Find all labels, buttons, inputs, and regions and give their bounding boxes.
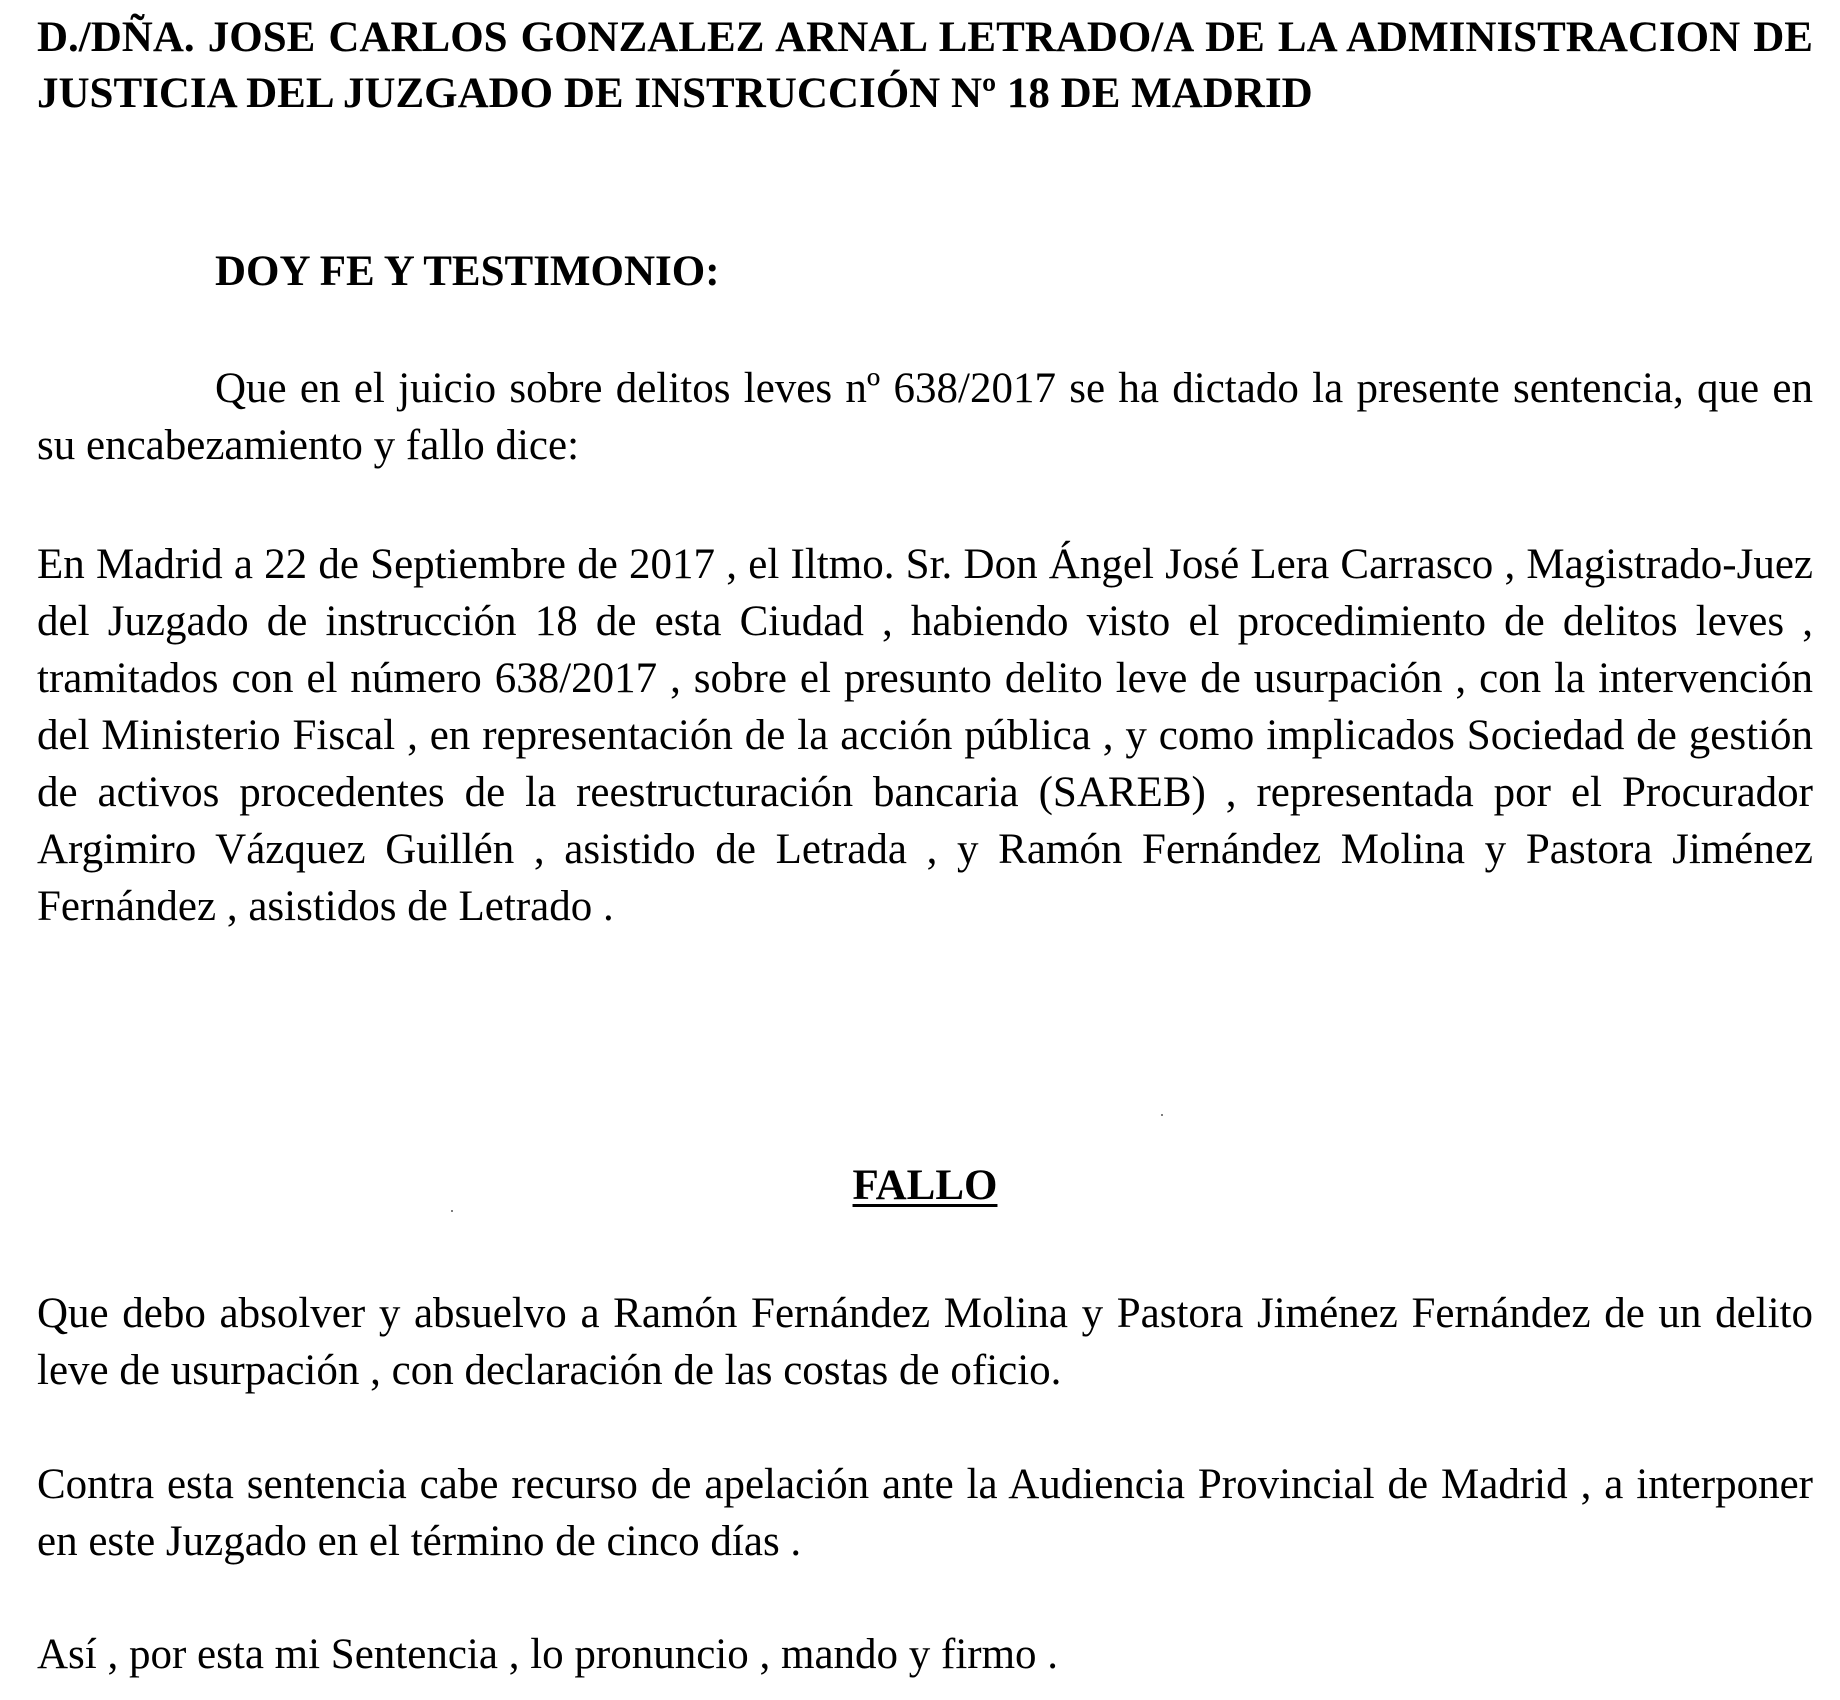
ruling-title: FALLO — [852, 1162, 998, 1209]
intro-paragraph: Que en el juicio sobre delitos leves nº 638/2017 se ha dictado la presente sentencia, que en su encabezamiento y fallo dice: — [37, 365, 1813, 469]
ruling-paragraph-acquittal: Que debo absolver y absuelvo a Ramón Fernández Molina y Pastora Jiménez Fernández de un delito leve de usurpación , con declaración de las costas de oficio. — [37, 1290, 1813, 1394]
attestation-heading: DOY FE Y TESTIMONIO: — [215, 248, 720, 295]
scan-speck — [451, 1210, 453, 1212]
ruling-paragraph-signature: Así , por esta mi Sentencia , lo pronuncio , mando y firmo . — [37, 1631, 1059, 1678]
ruling-title-wrapper — [37, 1158, 1813, 1214]
document-header: D./DÑA. JOSE CARLOS GONZALEZ ARNAL LETRADO/A DE LA ADMINISTRACION DE JUSTICIA DEL JUZGADO DE INSTRUCCIÓN Nº 18 DE MADRID — [37, 14, 1813, 117]
sentence-heading-paragraph: En Madrid a 22 de Septiembre de 2017 , el Iltmo. Sr. Don Ángel José Lera Carrasco , Magistrado-Juez del Juzgado de instrucción 18 de esta Ciudad , habiendo visto el procedimiento de delitos leves , tramitados con el número 638/2017 , sobre el presunto delito leve de usurpación , con la intervención del Ministerio Fiscal , en representación de la acción pública , y como implicados Sociedad de gestión de activos procedentes de la reestructuración bancaria (SAREB) , representada por el Procurador Argimiro Vázquez Guillén , asistido de Letrada , y Ramón Fernández Molina y Pastora Jiménez Fernández , asistidos de Letrado . — [37, 541, 1813, 930]
scan-speck — [1161, 1114, 1163, 1116]
ruling-paragraph-appeal: Contra esta sentencia cabe recurso de apelación ante la Audiencia Provincial de Madrid , a interponer en este Juzgado en el término de cinco días . — [37, 1461, 1813, 1565]
document-body — [37, 10, 1813, 1678]
